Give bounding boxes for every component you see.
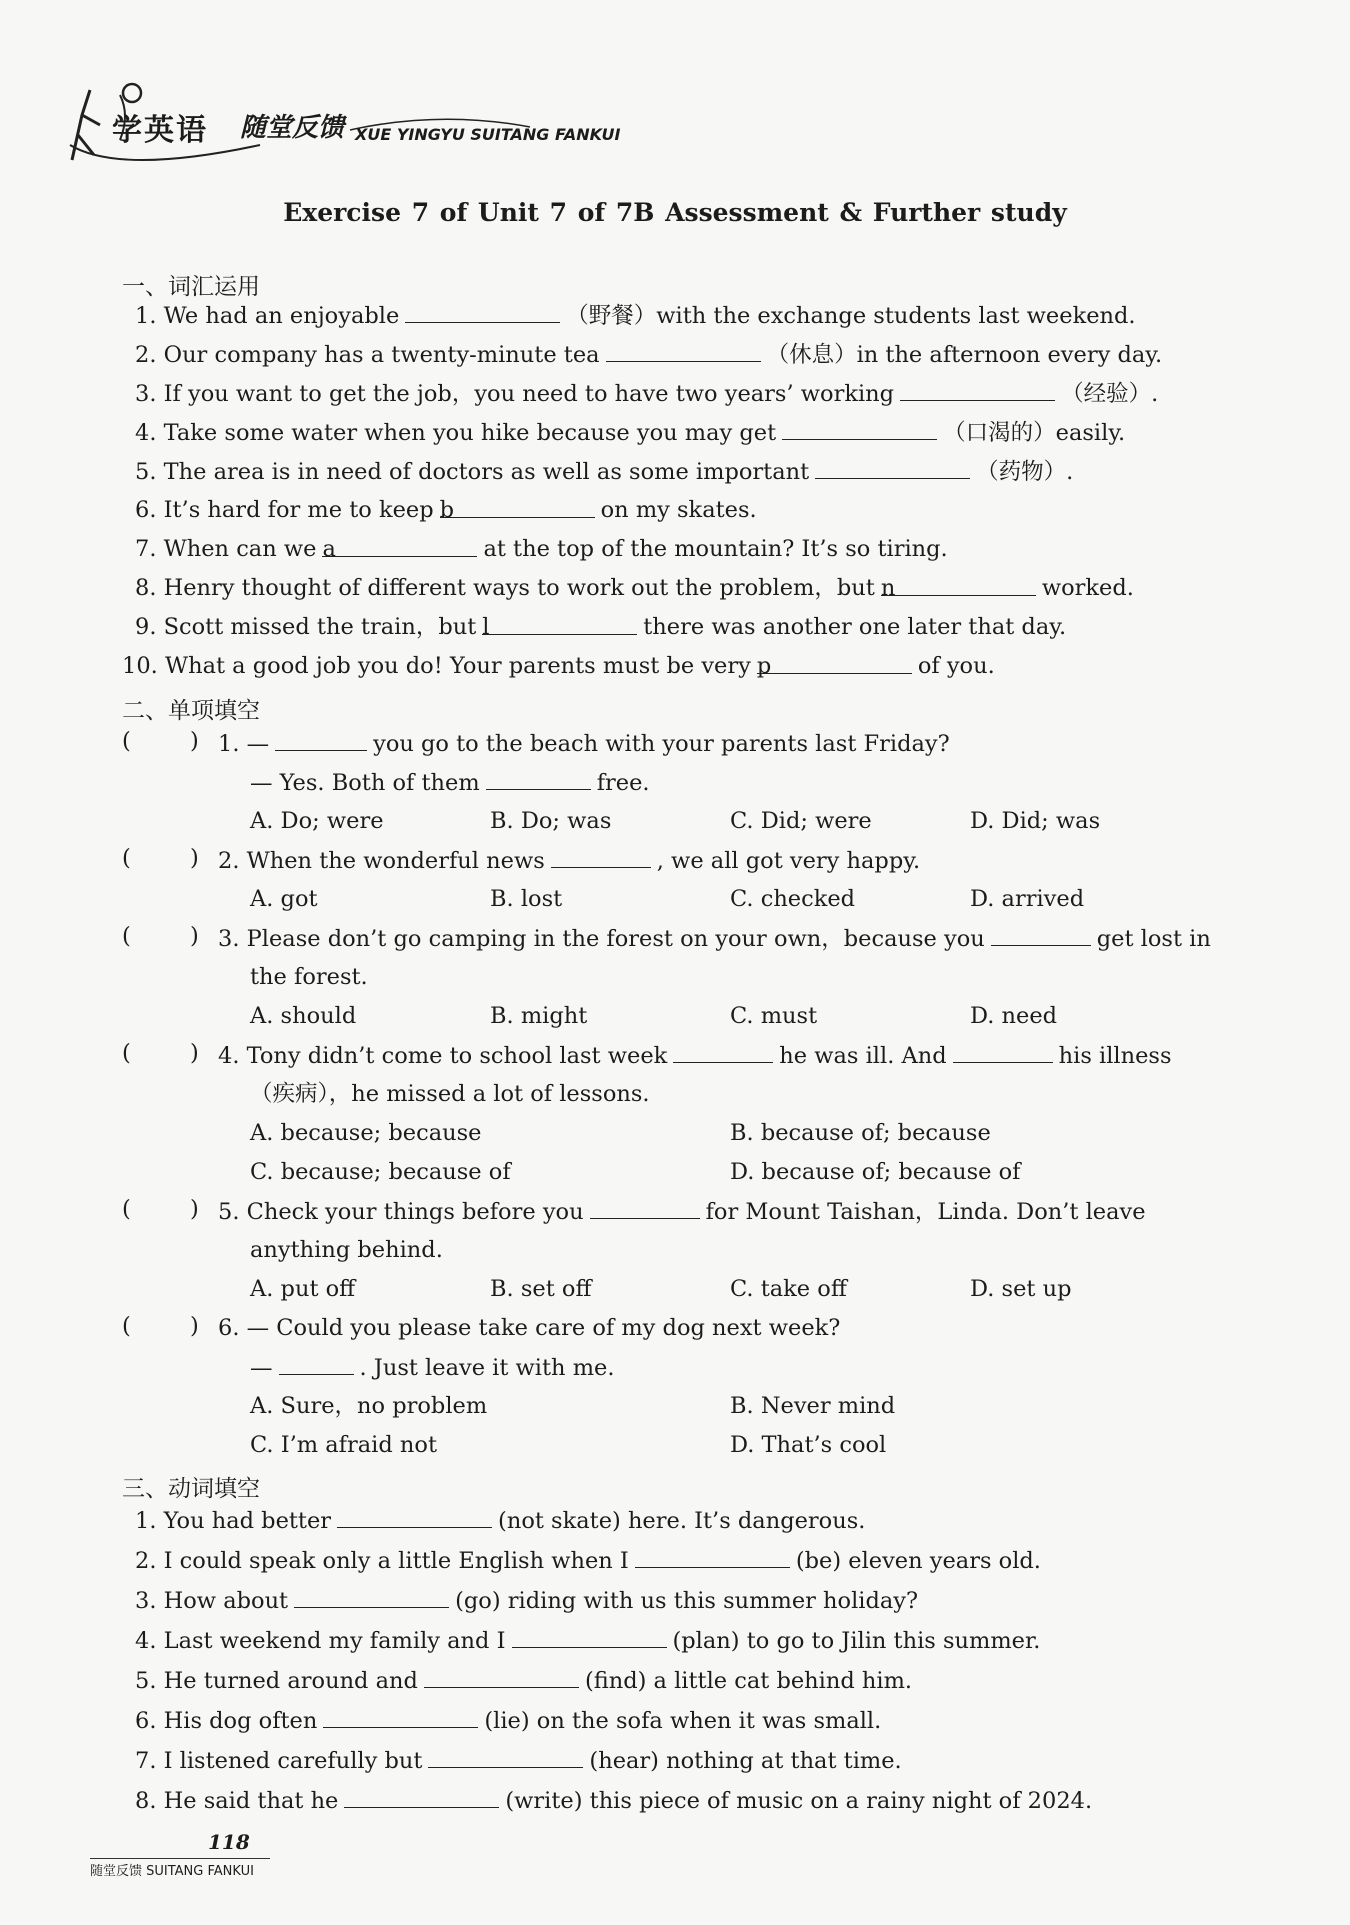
mc-question-2: 2. When the wonderful news , we all got very happy. — [218, 845, 920, 876]
option-a[interactable]: A. Sure，no problem — [250, 1393, 488, 1419]
verb-item: 4. Last weekend my family and I (plan) to go to Jilin this summer. — [135, 1625, 1040, 1656]
option-b[interactable]: B. might — [490, 1003, 588, 1029]
answer-bracket[interactable]: ( ) — [122, 1196, 199, 1222]
option-c[interactable]: C. must — [730, 1003, 818, 1029]
answer-blank[interactable] — [424, 1665, 579, 1688]
verb-item: 3. How about (go) riding with us this summer holiday? — [135, 1585, 918, 1616]
option-a[interactable]: A. should — [250, 1003, 357, 1029]
answer-blank[interactable]: p — [757, 651, 912, 674]
verb-item: 1. You had better (not skate) here. It’s dangerous. — [135, 1505, 865, 1536]
option-c[interactable]: C. Did; were — [730, 808, 872, 834]
verb-item: 8. He said that he (write) this piece of music on a rainy night of 2024. — [135, 1785, 1092, 1816]
footer-divider — [90, 1858, 270, 1859]
mc-question-3: 3. Please don’t go camping in the forest on your own，because you get lost in — [218, 923, 1211, 954]
answer-blank[interactable]: n — [881, 573, 1036, 596]
answer-blank[interactable] — [635, 1545, 790, 1568]
answer-bracket[interactable]: ( ) — [122, 845, 199, 871]
option-d[interactable]: D. set up — [970, 1276, 1072, 1302]
option-d[interactable]: D. That’s cool — [730, 1432, 887, 1458]
option-c[interactable]: C. take off — [730, 1276, 847, 1302]
section-heading-verb-fill: 三、动词填空 — [122, 1476, 260, 1502]
footer-label: 随堂反馈 SUITANG FANKUI — [90, 1864, 254, 1879]
mc-question-6: 6. — Could you please take care of my dog next week? — [218, 1315, 841, 1341]
option-a[interactable]: A. put off — [250, 1276, 356, 1302]
brand-header — [60, 75, 660, 165]
page-footer — [90, 1830, 290, 1880]
vocab-item: 7. When can we a at the top of the mountain? It’s so tiring. — [135, 536, 948, 562]
vocab-item: 1. We had an enjoyable （野餐）with the exchange students last weekend. — [135, 300, 1136, 331]
worksheet-page: 学英语 随堂反馈 XUE YINGYU SUITANG FANKUI Exercise 7 of Unit 7 of 7B Assessment & Further study 一、词汇运用 1. We had an enjoyable （野餐）with the exchange students last weekend. 2. Our company has a twenty-minute tea （休息）in the afternoon every day. 3. If you want to get the job，you need to have two years’ working （经验）. 4. Take some water when you hike because you may get （口渴的）easily. 5. The area is in need of doctors as well as some important （药物）. 6. It’s hard for me to keep b on my skates. 7. When can we a at the top of the mountain? It’s so tiring. 8. Henry thought of different ways to work out the problem，but n worked. 9. Scott missed the train，but l there was another one later that day. 10. What a good job you do! Your parents must be very p of you. 二、单项填空 ( ) 1. — you go to the beach with your parents last Friday? — Yes. Both of them free. A. Do; were B. Do; was C. Did; were D. Did; was ( ) 2. When the wonderful news , we all got very happy. A. got B. lost C. checked D. arrived ( ) 3. Please don’t go camping in the forest on your own，because you get lost in the forest. A. should B. might C. must D. need ( ) 4. Tony didn’t come to school last week he was ill. And his illness （疾病），he missed a lot of lessons. A. because; because B. because of; because C. because; because of D. because of; because of ( ) 5. Check your things before you for Mount Taishan，Linda. Don’t leave anything behind. A. put off B. set off C. take off D. set up ( ) 6. — Could you please take care of my dog next week? — . Just leave it with me. A. Sure，no problem B. Never mind C. I’m afraid not D. That’s cool 三、动词填空 1. You had better (not skate) here. It’s dangerous. 2. I could speak only a little English when I (be) eleven years old. 3. How about (go) riding with us this summer holiday? 4. Last weekend my family and I (plan) to go to Jilin this summer. 5. He turned around and (find) a little cat behind him. 6. His dog often (lie) on the sofa when it was small. 7. I listened carefully but (hear) nothing at that time. 8. He said that he (write) this piece of music on a rainy night of 2024. 118 随堂反馈 SUITANG FANKUI — [0, 0, 1350, 1925]
vocab-item: 2. Our company has a twenty-minute tea （休息）in the afternoon every day. — [135, 339, 1162, 370]
option-b[interactable]: B. Do; was — [490, 808, 612, 834]
answer-blank[interactable]: l — [482, 612, 637, 635]
brand-subtitle-zh: 随堂反馈 — [240, 113, 345, 143]
option-c[interactable]: C. because; because of — [250, 1159, 511, 1185]
answer-blank[interactable] — [512, 1625, 667, 1648]
page-number: 118 — [208, 1830, 250, 1854]
verb-item: 6. His dog often (lie) on the sofa when it was small. — [135, 1705, 881, 1736]
answer-blank[interactable] — [294, 1585, 449, 1608]
vocab-item: 10. What a good job you do! Your parents must be very p of you. — [122, 653, 995, 679]
option-c[interactable]: C. checked — [730, 886, 856, 912]
option-b[interactable]: B. Never mind — [730, 1393, 896, 1419]
option-a[interactable]: A. because; because — [250, 1120, 482, 1146]
option-b[interactable]: B. because of; because — [730, 1120, 991, 1146]
option-d[interactable]: D. arrived — [970, 886, 1085, 912]
option-b[interactable]: B. set off — [490, 1276, 592, 1302]
answer-blank[interactable] — [606, 339, 761, 362]
mc-question-4: 4. Tony didn’t come to school last week he was ill. And his illness — [218, 1040, 1172, 1071]
vocab-item: 4. Take some water when you hike because you may get （口渴的）easily. — [135, 417, 1125, 448]
answer-blank[interactable] — [344, 1785, 499, 1808]
answer-bracket[interactable]: ( ) — [122, 923, 199, 949]
answer-blank[interactable]: a — [322, 534, 477, 557]
vocab-item: 6. It’s hard for me to keep b on my skates. — [135, 497, 757, 523]
answer-bracket[interactable]: ( ) — [122, 728, 199, 754]
option-d[interactable]: D. need — [970, 1003, 1058, 1029]
mc-question-1: 1. — you go to the beach with your parents last Friday? — [218, 728, 950, 759]
answer-blank[interactable] — [900, 378, 1055, 401]
brand-subtitle-en: XUE YINGYU SUITANG FANKUI — [355, 125, 621, 144]
answer-blank[interactable] — [782, 417, 937, 440]
answer-blank[interactable] — [815, 456, 970, 479]
vocab-item: 9. Scott missed the train，but l there was another one later that day. — [135, 614, 1067, 640]
answer-bracket[interactable]: ( ) — [122, 1040, 199, 1066]
answer-blank[interactable] — [323, 1705, 478, 1728]
mc-question-5: 5. Check your things before you for Mount Taishan，Linda. Don’t leave — [218, 1196, 1146, 1227]
option-a[interactable]: A. got — [250, 886, 318, 912]
option-d[interactable]: D. because of; because of — [730, 1159, 1021, 1185]
brand-title-zh: 学英语 — [112, 113, 208, 148]
answer-bracket[interactable]: ( ) — [122, 1313, 199, 1339]
verb-item: 2. I could speak only a little English when I (be) eleven years old. — [135, 1545, 1041, 1576]
verb-item: 5. He turned around and (find) a little cat behind him. — [135, 1665, 912, 1696]
section-heading-multiple-choice: 二、单项填空 — [122, 698, 260, 724]
vocab-item: 5. The area is in need of doctors as well as some important （药物）. — [135, 456, 1073, 487]
answer-blank[interactable] — [428, 1745, 583, 1768]
vocab-item: 8. Henry thought of different ways to work out the problem，but n worked. — [135, 575, 1134, 601]
answer-blank[interactable] — [405, 300, 560, 323]
option-a[interactable]: A. Do; were — [250, 808, 384, 834]
page-title: Exercise 7 of Unit 7 of 7B Assessment & Further study — [283, 198, 1067, 227]
answer-blank[interactable] — [337, 1505, 492, 1528]
option-d[interactable]: D. Did; was — [970, 808, 1101, 834]
section-heading-vocabulary: 一、词汇运用 — [122, 274, 260, 300]
verb-item: 7. I listened carefully but (hear) nothing at that time. — [135, 1745, 902, 1776]
option-b[interactable]: B. lost — [490, 886, 563, 912]
vocab-item: 3. If you want to get the job，you need to have two years’ working （经验）. — [135, 378, 1158, 409]
option-c[interactable]: C. I’m afraid not — [250, 1432, 437, 1458]
answer-blank[interactable]: b — [440, 495, 595, 518]
